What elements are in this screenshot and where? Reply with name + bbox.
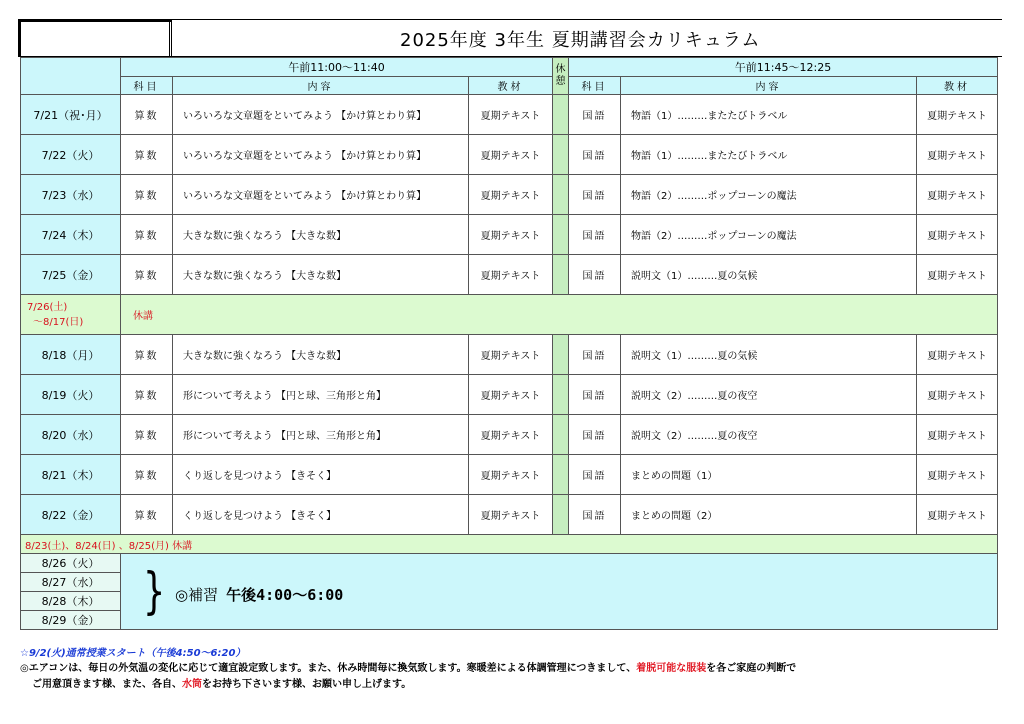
row-date: 8/20（水）	[21, 415, 121, 455]
pm-content: 物語（1）………またたびトラベル	[621, 95, 917, 135]
row-date: 8/19（火）	[21, 375, 121, 415]
am-subject: 算数	[121, 255, 173, 295]
pm-subject: 国語	[569, 415, 621, 455]
pm-subject: 国語	[569, 495, 621, 535]
note-text: ◎エアコンは、毎日の外気温の変化に応じて適宜設定致します。また、休み時間毎に換気致します。寒暖差による体調管理につきまして、	[20, 663, 637, 674]
break-cell	[553, 335, 569, 375]
am-content: いろいろな文章題をといてみよう 【かけ算とわり算】	[173, 135, 469, 175]
header-break: 休 憩	[553, 58, 569, 95]
table-row	[21, 415, 998, 455]
header-pm-subject: 科目	[569, 77, 621, 95]
holiday-date-line2: ～8/17(日)	[33, 316, 84, 328]
break-cell	[553, 415, 569, 455]
header-pm-time: 午前11:45～12:25	[569, 58, 998, 77]
table-row	[21, 255, 998, 295]
pm-content: 物語（2）………ポップコーンの魔法	[621, 175, 917, 215]
break-cell	[553, 455, 569, 495]
header-am-subject: 科目	[121, 77, 173, 95]
holiday-date-line1: 7/26(土)	[27, 301, 68, 313]
header-pm-content: 内容	[621, 77, 917, 95]
holiday-row	[21, 295, 998, 335]
am-content: 形について考えよう 【円と球、三角形と角】	[173, 375, 469, 415]
row-date: 8/21（木）	[21, 455, 121, 495]
pm-material: 夏期テキスト	[917, 135, 998, 175]
supplementary-text	[175, 584, 343, 605]
supp-date: 8/27（水）	[21, 573, 121, 592]
pm-content: 説明文（2）………夏の夜空	[621, 375, 917, 415]
pm-content: 説明文（1）………夏の気候	[621, 255, 917, 295]
header-am-time: 午前11:00～11:40	[121, 58, 553, 77]
curriculum-table	[20, 57, 998, 630]
holiday-label: 休講	[121, 295, 998, 335]
supp-date: 8/26（火）	[21, 554, 121, 573]
am-material: 夏期テキスト	[469, 175, 553, 215]
am-material: 夏期テキスト	[469, 495, 553, 535]
table-row	[21, 335, 998, 375]
pm-content: まとめの問題（2）	[621, 495, 917, 535]
pm-material: 夏期テキスト	[917, 175, 998, 215]
pm-material: 夏期テキスト	[917, 95, 998, 135]
holiday-date	[21, 295, 121, 335]
supp-date: 8/29（金）	[21, 611, 121, 630]
row-date: 7/22（火）	[21, 135, 121, 175]
row-date: 8/18（月）	[21, 335, 121, 375]
pm-material: 夏期テキスト	[917, 455, 998, 495]
page-title: 2025年度 3年生 夏期講習会カリキュラム	[400, 30, 761, 51]
pm-material: 夏期テキスト	[917, 415, 998, 455]
am-content: 大きな数に強くなろう 【大きな数】	[173, 255, 469, 295]
am-material: 夏期テキスト	[469, 455, 553, 495]
pm-subject: 国語	[569, 175, 621, 215]
row-date: 7/21（祝･月）	[21, 95, 121, 135]
pm-content: まとめの問題（1）	[621, 455, 917, 495]
supplementary-cell	[121, 554, 998, 630]
row-date: 7/23（水）	[21, 175, 121, 215]
am-material: 夏期テキスト	[469, 255, 553, 295]
am-subject: 算数	[121, 455, 173, 495]
am-material: 夏期テキスト	[469, 215, 553, 255]
am-subject: 算数	[121, 495, 173, 535]
am-subject: 算数	[121, 175, 173, 215]
supplementary-row	[21, 554, 998, 573]
header-am-material: 教材	[469, 77, 553, 95]
supp-date: 8/28（木）	[21, 592, 121, 611]
am-subject: 算数	[121, 335, 173, 375]
am-material: 夏期テキスト	[469, 415, 553, 455]
pm-subject: 国語	[569, 95, 621, 135]
row-date: 8/22（金）	[21, 495, 121, 535]
am-material: 夏期テキスト	[469, 375, 553, 415]
note-highlight: 水筒	[182, 679, 202, 690]
break-cell	[553, 95, 569, 135]
header-am-content: 内容	[173, 77, 469, 95]
am-content: 大きな数に強くなろう 【大きな数】	[173, 335, 469, 375]
break-cell	[553, 375, 569, 415]
break-cell	[553, 495, 569, 535]
break-cell	[553, 255, 569, 295]
logo-box	[18, 19, 172, 57]
am-content: いろいろな文章題をといてみよう 【かけ算とわり算】	[173, 175, 469, 215]
pm-material: 夏期テキスト	[917, 495, 998, 535]
table-row	[21, 135, 998, 175]
row-date: 7/25（金）	[21, 255, 121, 295]
table-row	[21, 175, 998, 215]
am-material: 夏期テキスト	[469, 95, 553, 135]
note-highlight: 着脱可能な服装	[636, 663, 707, 674]
note-text: を各ご家庭の判断で	[706, 663, 797, 674]
am-subject: 算数	[121, 95, 173, 135]
am-subject: 算数	[121, 375, 173, 415]
am-content: 大きな数に強くなろう 【大きな数】	[173, 215, 469, 255]
supplementary-label: ◎補習	[175, 586, 219, 604]
row-date: 7/24（木）	[21, 215, 121, 255]
holiday-note-2: 8/23(土)、8/24(日) 、8/25(月) 休講	[21, 535, 998, 554]
pm-content: 説明文（1）………夏の気候	[621, 335, 917, 375]
am-content: くり返しを見つけよう 【きそく】	[173, 495, 469, 535]
am-content: くり返しを見つけよう 【きそく】	[173, 455, 469, 495]
pm-material: 夏期テキスト	[917, 335, 998, 375]
header-pm-material: 教材	[917, 77, 998, 95]
header-date-cell	[21, 58, 121, 95]
note-start: ☆9/2(火)通常授業スタート（午後4:50～6:20）	[20, 648, 246, 659]
break-cell	[553, 135, 569, 175]
pm-content: 物語（2）………ポップコーンの魔法	[621, 215, 917, 255]
am-subject: 算数	[121, 215, 173, 255]
pm-material: 夏期テキスト	[917, 375, 998, 415]
am-material: 夏期テキスト	[469, 135, 553, 175]
pm-content: 説明文（2）………夏の夜空	[621, 415, 917, 455]
pm-subject: 国語	[569, 135, 621, 175]
table-row	[21, 455, 998, 495]
pm-subject: 国語	[569, 255, 621, 295]
pm-subject: 国語	[569, 335, 621, 375]
pm-subject: 国語	[569, 215, 621, 255]
note-text: をお持ち下さいます様、お願い申し上げます。	[202, 679, 412, 690]
pm-material: 夏期テキスト	[917, 215, 998, 255]
table-row	[21, 495, 998, 535]
supplementary-time: 午後4:00～6:00	[226, 586, 344, 604]
am-content: 形について考えよう 【円と球、三角形と角】	[173, 415, 469, 455]
pm-material: 夏期テキスト	[917, 255, 998, 295]
note-text: ご用意頂きます様、また、各自、	[32, 679, 182, 690]
pm-subject: 国語	[569, 375, 621, 415]
pm-content: 物語（1）………またたびトラベル	[621, 135, 917, 175]
am-material: 夏期テキスト	[469, 335, 553, 375]
note-aircon	[20, 661, 796, 693]
brace-mark: }	[143, 562, 166, 620]
table-row	[21, 375, 998, 415]
table-row	[21, 95, 998, 135]
break-cell	[553, 175, 569, 215]
am-subject: 算数	[121, 135, 173, 175]
am-content: いろいろな文章題をといてみよう 【かけ算とわり算】	[173, 95, 469, 135]
table-row	[21, 215, 998, 255]
pm-subject: 国語	[569, 455, 621, 495]
break-cell	[553, 215, 569, 255]
am-subject: 算数	[121, 415, 173, 455]
holiday-row-2	[21, 535, 998, 554]
